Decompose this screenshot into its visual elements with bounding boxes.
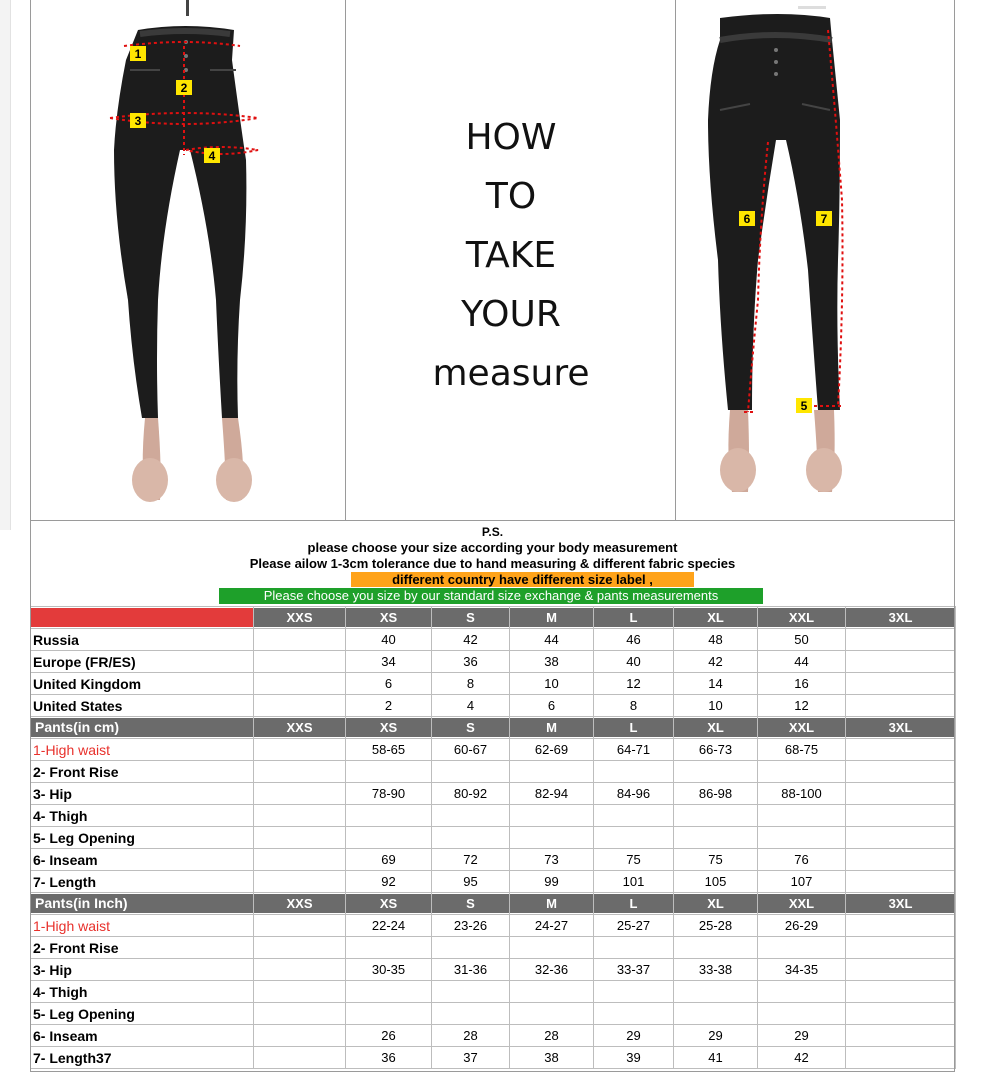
size-header-l: L	[594, 717, 674, 739]
table-cell: 105	[674, 871, 758, 893]
size-header-label: Pants(in cm)	[31, 717, 254, 739]
size-header-xs: XS	[346, 607, 432, 629]
table-cell: 66-73	[674, 739, 758, 761]
page-frame	[30, 0, 955, 1072]
table-cell: 38	[510, 651, 594, 673]
notice-highlight-orange: different country have different size label ,	[351, 572, 694, 587]
table-cell: 6	[346, 673, 432, 695]
size-header-3xl: 3XL	[846, 893, 956, 915]
size-header-xs: XS	[346, 717, 432, 739]
table-cell: 29	[674, 1025, 758, 1047]
size-header-xl: XL	[674, 607, 758, 629]
table-cell: 78-90	[346, 783, 432, 805]
row-label: 7- Length	[31, 871, 254, 893]
table-cell: 86-98	[674, 783, 758, 805]
table-cell: 25-27	[594, 915, 674, 937]
table-cell: 76	[758, 849, 846, 871]
table-cell: 46	[594, 629, 674, 651]
table-cell: 26-29	[758, 915, 846, 937]
row-label: Europe (FR/ES)	[31, 651, 254, 673]
table-cell: 26	[346, 1025, 432, 1047]
table-cell: 44	[758, 651, 846, 673]
table-cell: 31-36	[432, 959, 510, 981]
table-cell: 28	[510, 1025, 594, 1047]
row-label: 2- Front Rise	[31, 761, 254, 783]
table-cell: 58-65	[346, 739, 432, 761]
row-label: 3- Hip	[31, 783, 254, 805]
table-cell: 38	[510, 1047, 594, 1069]
table-cell: 4	[432, 695, 510, 717]
row-label: 6- Inseam	[31, 849, 254, 871]
table-cell: 84-96	[594, 783, 674, 805]
size-header-m: M	[510, 893, 594, 915]
table-cell: 88-100	[758, 783, 846, 805]
size-header-3xl: 3XL	[846, 607, 956, 629]
table-cell: 10	[674, 695, 758, 717]
table-cell: 48	[674, 629, 758, 651]
table-cell: 82-94	[510, 783, 594, 805]
notice-line-2: Please ailow 1-3cm tolerance due to hand measuring & different fabric species	[249, 556, 736, 571]
row-label: United States	[31, 695, 254, 717]
size-header-xxl: XXL	[758, 717, 846, 739]
row-label: 1-High waist	[31, 739, 254, 761]
table-cell: 33-38	[674, 959, 758, 981]
table-cell: 75	[594, 849, 674, 871]
table-cell: 95	[432, 871, 510, 893]
table-cell: 73	[510, 849, 594, 871]
size-header-s: S	[432, 717, 510, 739]
size-header-l: L	[594, 893, 674, 915]
table-cell: 24-27	[510, 915, 594, 937]
row-label: 4- Thigh	[31, 805, 254, 827]
size-header-3xl: 3XL	[846, 717, 956, 739]
marker-2: 2	[180, 81, 188, 95]
table-cell: 10	[510, 673, 594, 695]
table-cell: 92	[346, 871, 432, 893]
table-cell: 44	[510, 629, 594, 651]
table-cell: 29	[594, 1025, 674, 1047]
row-label: 3- Hip	[31, 959, 254, 981]
table-cell: 32-36	[510, 959, 594, 981]
marker-7: 7	[820, 212, 828, 226]
table-cell: 69	[346, 849, 432, 871]
table-cell: 62-69	[510, 739, 594, 761]
howto-line: measure	[432, 353, 590, 394]
size-header-xl: XL	[674, 893, 758, 915]
size-header-l: L	[594, 607, 674, 629]
table-cell: 28	[432, 1025, 510, 1047]
marker-5: 5	[800, 399, 808, 413]
table-cell: 40	[594, 651, 674, 673]
table-cell: 22-24	[346, 915, 432, 937]
ps-label: P.S.	[481, 525, 504, 539]
table-cell: 42	[432, 629, 510, 651]
table-cell: 34-35	[758, 959, 846, 981]
row-label: 6- Inseam	[31, 1025, 254, 1047]
row-label: Russia	[31, 629, 254, 651]
row-label: 4- Thigh	[31, 981, 254, 1003]
row-label: United Kingdom	[31, 673, 254, 695]
table-cell: 6	[510, 695, 594, 717]
table-cell: 72	[432, 849, 510, 871]
table-cell: 12	[594, 673, 674, 695]
table-cell: 30-35	[346, 959, 432, 981]
table-cell: 68-75	[758, 739, 846, 761]
table-cell: 25-28	[674, 915, 758, 937]
howto-line: YOUR	[461, 294, 561, 335]
size-header-xxs: XXS	[254, 607, 346, 629]
notice-line-1: please choose your size according your body measurement	[307, 540, 678, 555]
table-cell: 2	[346, 695, 432, 717]
table-cell: 107	[758, 871, 846, 893]
row-label: 5- Leg Opening	[31, 1003, 254, 1025]
table-cell: 101	[594, 871, 674, 893]
size-header-xxl: XXL	[758, 607, 846, 629]
left-margin-strip	[0, 0, 11, 530]
size-header-xxl: XXL	[758, 893, 846, 915]
row-label: 1-High waist	[31, 915, 254, 937]
table-cell: 8	[432, 673, 510, 695]
table-cell: 34	[346, 651, 432, 673]
table-cell: 29	[758, 1025, 846, 1047]
size-header-label: Pants(in Inch)	[31, 893, 254, 915]
size-header-s: S	[432, 607, 510, 629]
table-cell: 40	[346, 629, 432, 651]
size-header-xxs: XXS	[254, 717, 346, 739]
table-cell: 60-67	[432, 739, 510, 761]
size-header-xs: XS	[346, 893, 432, 915]
size-header-xl: XL	[674, 717, 758, 739]
howto-line: HOW	[465, 117, 557, 158]
table-cell: 33-37	[594, 959, 674, 981]
table-cell: 12	[758, 695, 846, 717]
table-cell: 41	[674, 1047, 758, 1069]
table-cell: 23-26	[432, 915, 510, 937]
row-label: 2- Front Rise	[31, 937, 254, 959]
table-cell: 42	[758, 1047, 846, 1069]
table-cell: 64-71	[594, 739, 674, 761]
howto-line: TO	[485, 176, 537, 217]
marker-1: 1	[134, 47, 142, 61]
size-header-m: M	[510, 717, 594, 739]
table-cell: 75	[674, 849, 758, 871]
marker-3: 3	[134, 114, 142, 128]
notice-highlight-green: Please choose you size by our standard size exchange & pants measurements	[219, 588, 763, 604]
table-cell: 36	[346, 1047, 432, 1069]
howto-line: TAKE	[465, 235, 557, 276]
table-cell: 39	[594, 1047, 674, 1069]
table-cell: 80-92	[432, 783, 510, 805]
size-header-m: M	[510, 607, 594, 629]
table-cell: 37	[432, 1047, 510, 1069]
table-cell: 8	[594, 695, 674, 717]
table-cell: 99	[510, 871, 594, 893]
size-header-s: S	[432, 893, 510, 915]
table-cell: 36	[432, 651, 510, 673]
row-label: 5- Leg Opening	[31, 827, 254, 849]
table-cell: 50	[758, 629, 846, 651]
size-header-xxs: XXS	[254, 893, 346, 915]
marker-4: 4	[208, 149, 216, 163]
table-cell: 16	[758, 673, 846, 695]
row-label: 7- Length37	[31, 1047, 254, 1069]
table-cell: 42	[674, 651, 758, 673]
marker-6: 6	[743, 212, 751, 226]
table-cell: 14	[674, 673, 758, 695]
